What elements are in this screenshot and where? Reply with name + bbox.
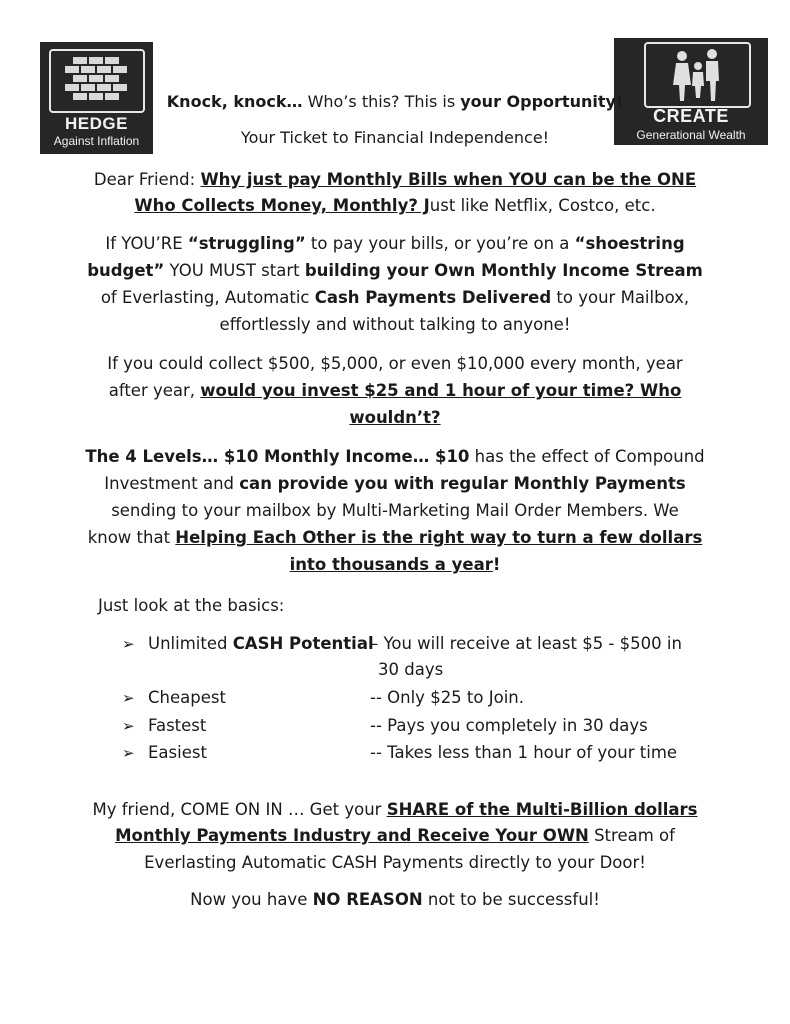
basics-desc-cont: 30 days: [378, 660, 444, 679]
arrow-bullet-icon: ➢: [122, 717, 135, 735]
p4-line-3: sending to your mailbox by Multi-Marketing Mail Order Members. We: [111, 501, 679, 520]
basics-label: Fastest: [148, 716, 207, 735]
create-logo-subtitle: Generational Wealth: [636, 128, 746, 142]
basics-label: Easiest: [148, 743, 207, 762]
p3-line-2: after year, would you invest $25 and 1 hour of your time? Who: [108, 381, 682, 400]
p2-line-3: of Everlasting, Automatic Cash Payments Delivered to your Mailbox,: [100, 288, 690, 307]
basics-desc: -- Only $25 to Join.: [370, 688, 524, 707]
p4-line-2: Investment and can provide you with regular Monthly Payments: [104, 474, 686, 493]
arrow-bullet-icon: ➢: [122, 744, 135, 762]
headline: Knock, knock… Who’s this? This is your Opportunity!: [166, 92, 624, 111]
p1-line-2: Who Collects Money, Monthly? Just like Netflix, Costco, etc.: [134, 196, 656, 215]
p2-line-4: effortlessly and without talking to anyone!: [219, 315, 571, 334]
hedge-logo-subtitle: Against Inflation: [53, 134, 140, 148]
basics-label: Unlimited CASH Potential: [148, 634, 374, 653]
p4-line-1: The 4 Levels… $10 Monthly Income… $10 has the effect of Compound: [85, 447, 705, 466]
p3-line-1: If you could collect $500, $5,000, or even $10,000 every month, year: [107, 354, 683, 373]
create-logo-title: CREATE: [653, 106, 729, 126]
p4-line-4: know that Helping Each Other is the right way to turn a few dollars: [87, 528, 703, 547]
p5-line-3: Everlasting Automatic CASH Payments directly to your Door!: [144, 853, 646, 872]
p3-line-3: wouldn’t?: [349, 408, 441, 427]
arrow-bullet-icon: ➢: [122, 635, 135, 653]
basics-desc: -- Takes less than 1 hour of your time: [370, 743, 678, 762]
p5-line-1: My friend, COME ON IN … Get your SHARE of the Multi-Billion dollars: [92, 800, 698, 819]
arrow-bullet-icon: ➢: [122, 689, 135, 707]
p5-line-2: Monthly Payments Industry and Receive Your OWN Stream of: [115, 826, 675, 845]
basics-desc: – You will receive at least $5 - $500 in: [370, 634, 682, 653]
basics-intro: Just look at the basics:: [98, 596, 285, 615]
p2-line-2: budget” YOU MUST start building your Own Monthly Income Stream: [87, 261, 703, 280]
closing-line: Now you have NO REASON not to be successful!: [190, 890, 600, 909]
p1-line-1: Dear Friend: Why just pay Monthly Bills when YOU can be the ONE: [93, 170, 697, 189]
basics-desc: -- Pays you completely in 30 days: [370, 716, 648, 735]
basics-label: Cheapest: [148, 688, 226, 707]
subheadline: Your Ticket to Financial Independence!: [240, 128, 550, 147]
p2-line-1: If YOU’RE “struggling” to pay your bills, or you’re on a “shoestring: [105, 234, 685, 253]
hedge-logo-title: HEDGE: [65, 114, 128, 133]
p4-line-5: into thousands a year!: [289, 555, 501, 574]
